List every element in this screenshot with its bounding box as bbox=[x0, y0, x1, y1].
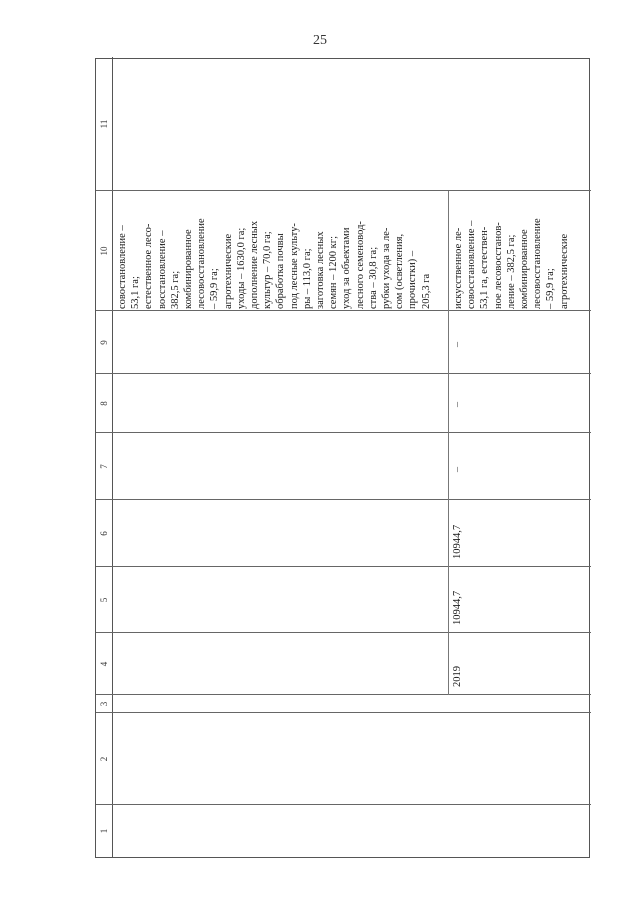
header-col-11: 11 bbox=[99, 119, 109, 129]
column-divider bbox=[96, 566, 591, 567]
row1-col10-text: совостановление – 53,1 га; естественное лесо- восстановление – 382,5 га; комбинированное лесовосстановление – 59,9 га; агротехнические уходы – 1630,0 га; дополнение лесных культур – 70,0 га; обработка почвы под лесные культу- ры – 113,0 га; заготовка лесных семян – 1200 кг; уход за объектами лесного семеновод- ства – 30,8 га; рубки ухода за ле- сом (осветления, прочистки) – 205,3 га bbox=[117, 218, 432, 309]
row2-col5-value: 10944,7 bbox=[452, 590, 463, 625]
header-col-2: 2 bbox=[99, 756, 109, 762]
column-divider bbox=[96, 373, 591, 374]
row-divider bbox=[448, 191, 449, 695]
data-table bbox=[95, 58, 590, 858]
row2-col7-value: – bbox=[452, 467, 463, 472]
header-col-4: 4 bbox=[99, 661, 109, 667]
column-divider bbox=[96, 804, 591, 805]
table-wrapper bbox=[95, 58, 590, 858]
column-divider bbox=[96, 499, 591, 500]
header-col-6: 6 bbox=[99, 531, 109, 536]
row2-col6-value: 10944,7 bbox=[452, 524, 463, 559]
column-divider bbox=[96, 190, 591, 191]
header-col-10: 10 bbox=[99, 246, 109, 256]
row2-col10-text: искусственное ле- совосстановление – 53,1 га, естествен- ное лесовосстанов- ление – 382,5 га; комбинированное лесовосстановление – 59,9 га; агротехнические bbox=[453, 218, 570, 309]
row2-col9-value: – bbox=[452, 342, 463, 347]
page-number: 25 bbox=[313, 33, 327, 48]
column-divider bbox=[96, 432, 591, 433]
column-divider bbox=[96, 310, 591, 311]
header-col-1: 1 bbox=[99, 828, 109, 834]
header-col-8: 8 bbox=[99, 401, 109, 406]
column-divider bbox=[96, 694, 591, 695]
header-col-7: 7 bbox=[99, 464, 109, 469]
header-col-9: 9 bbox=[99, 340, 109, 345]
header-row bbox=[96, 57, 113, 857]
row2-col8-value: – bbox=[452, 402, 463, 407]
header-col-3: 3 bbox=[99, 701, 109, 707]
column-divider bbox=[96, 632, 591, 633]
column-divider bbox=[96, 712, 591, 713]
header-col-5: 5 bbox=[99, 597, 109, 603]
row2-year: 2019 bbox=[452, 666, 463, 687]
